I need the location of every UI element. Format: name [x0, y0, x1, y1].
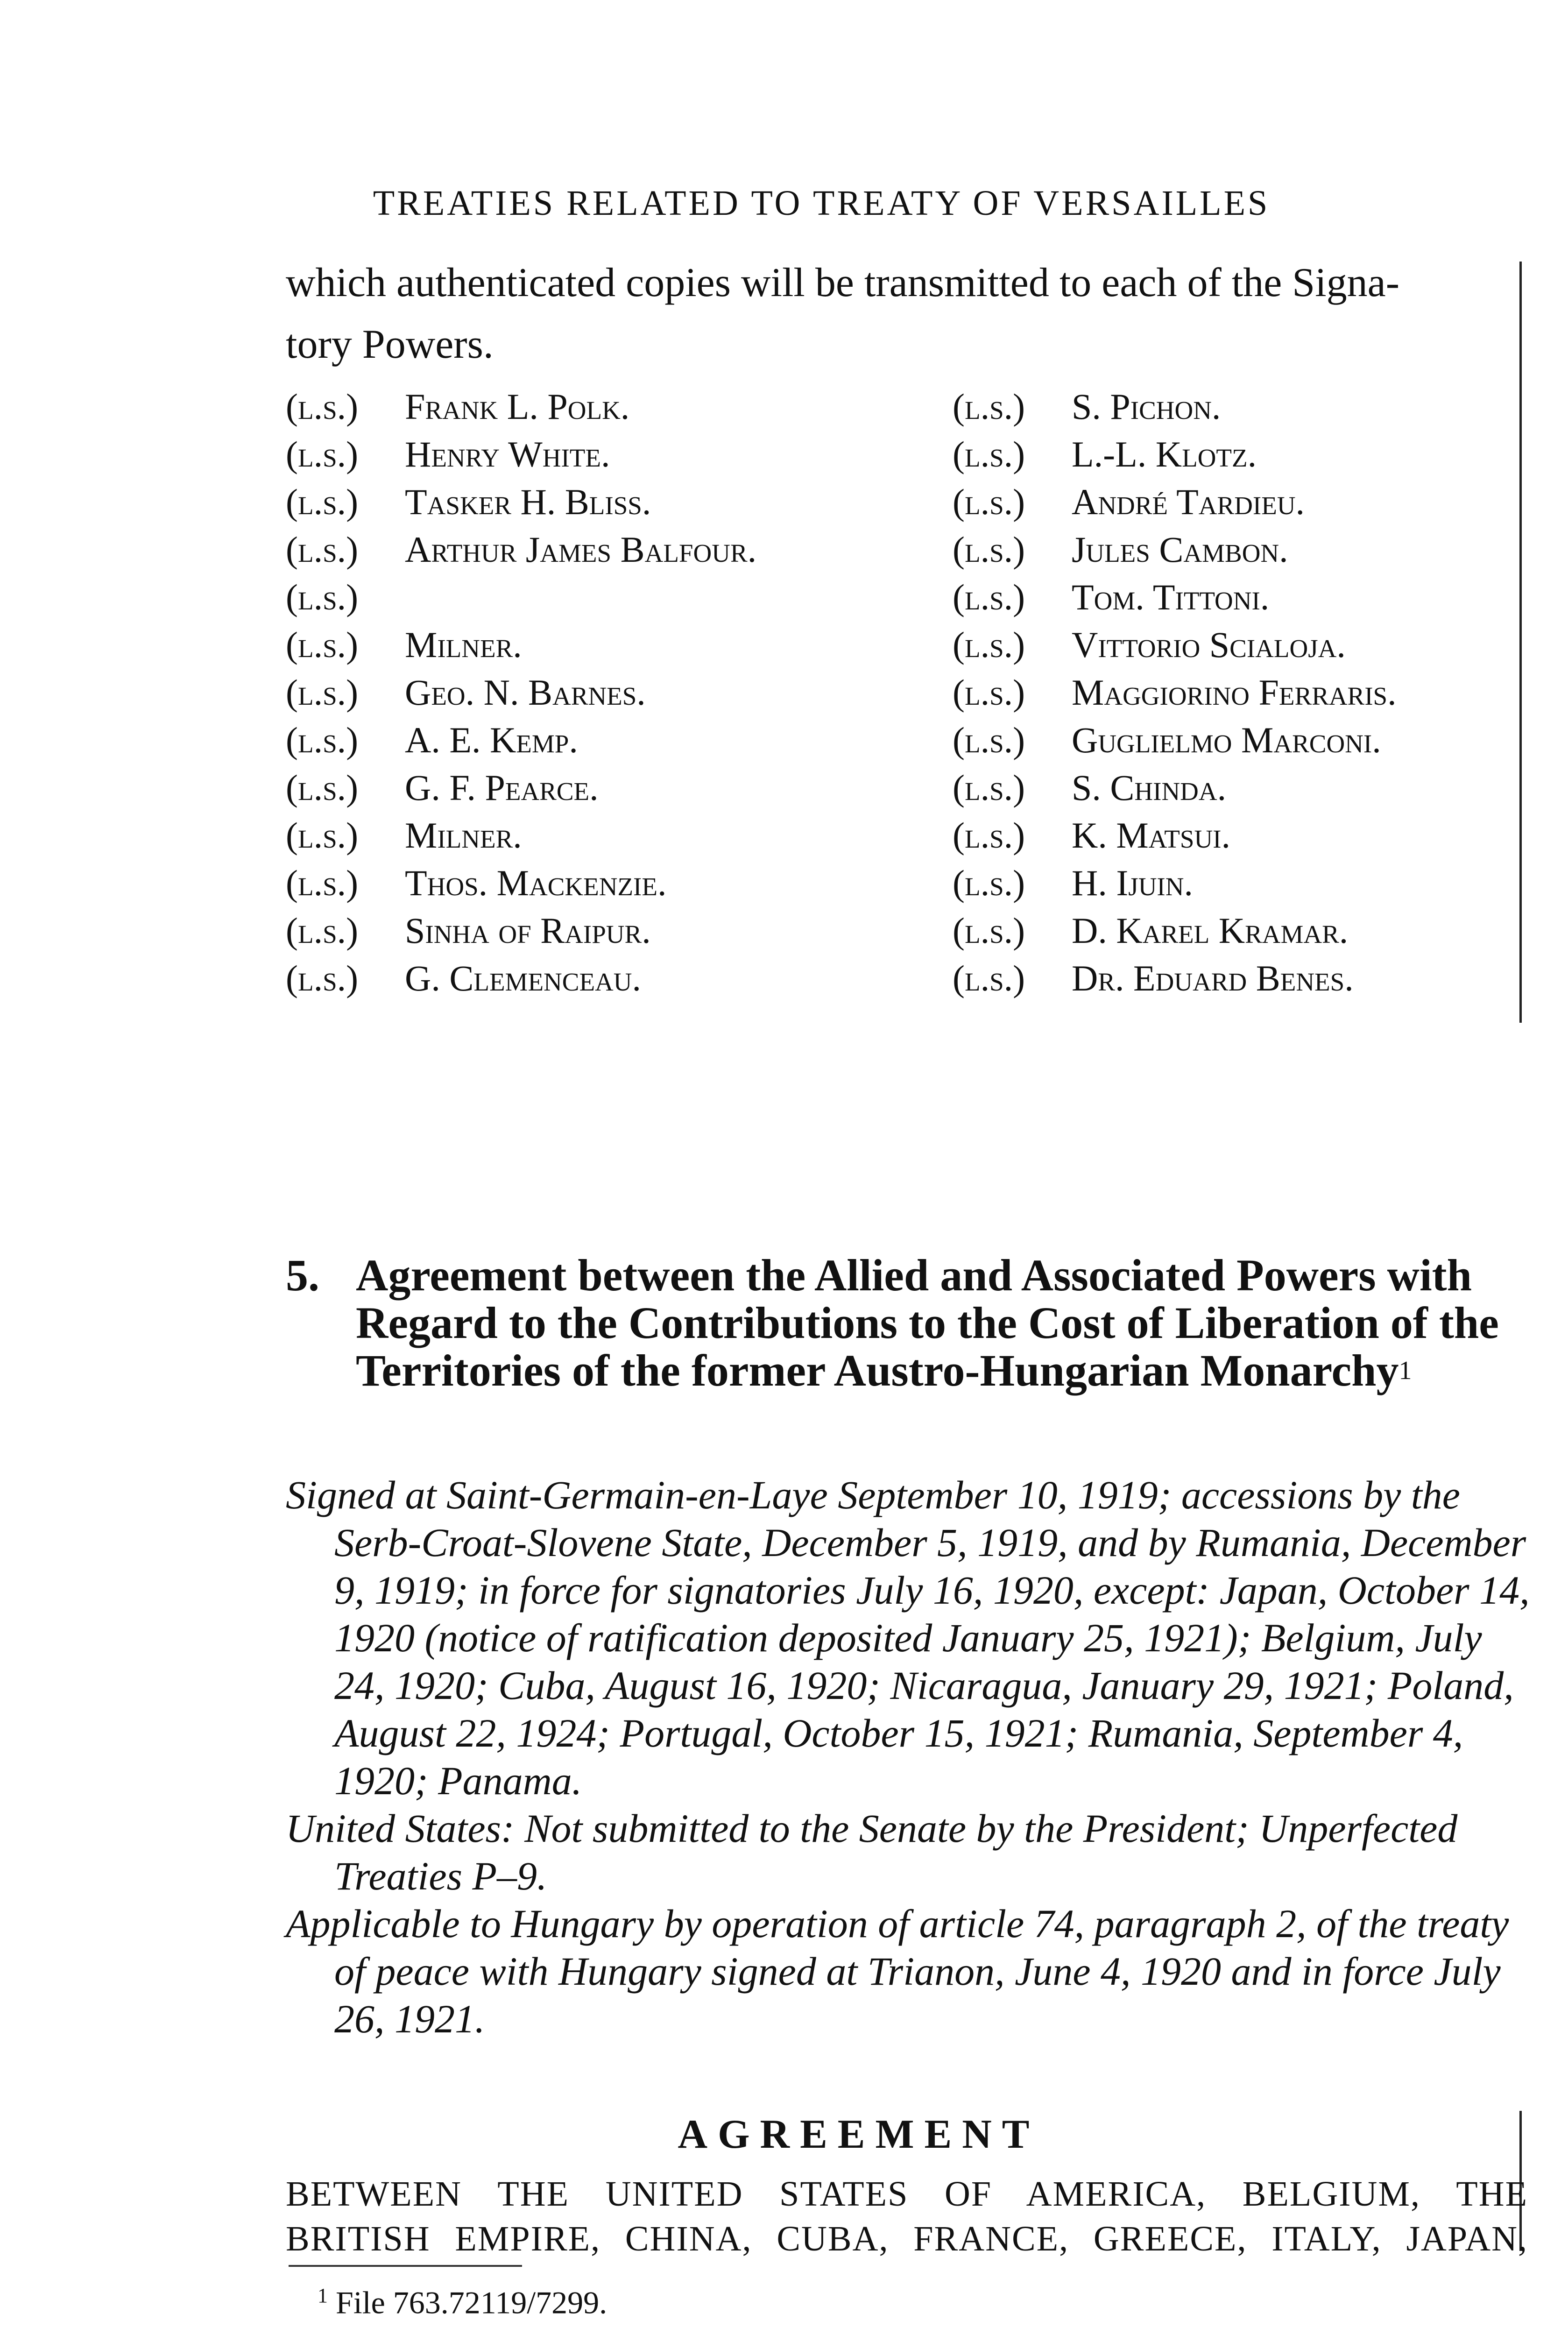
note-hungary: Applicable to Hungary by operation of article 74, paragraph 2, of the treaty of peace with Hungary signed at Trianon, June 4, 1920 and in force July 26, 1921. [286, 1901, 1509, 2041]
signatory-row-left [286, 573, 756, 621]
running-head: TREATIES RELATED TO TREATY OF VERSAILLES [373, 184, 1270, 223]
signatory-name: Jules Cambon. [1072, 529, 1288, 570]
seal-marker: (l.s.) [953, 910, 1025, 951]
footnote-text: File 763.72119/7299. [336, 2285, 607, 2321]
signatory-row-left [286, 621, 756, 669]
signatory-row-right [953, 478, 1397, 526]
seal-marker: (l.s.) [953, 720, 1025, 760]
signatory-row-right [953, 669, 1397, 716]
seal-marker: (l.s.) [286, 624, 359, 665]
seal-marker: (l.s.) [286, 386, 359, 427]
seal-marker: (l.s.) [953, 386, 1025, 427]
signatory-name: L.-L. Klotz. [1072, 434, 1257, 474]
section-title: Agreement between the Allied and Associated Powers with Regard to the Contributions to the Cost of Liberation of the Territories of the former Austro-Hungarian Monarchy [356, 1250, 1499, 1395]
signatory-row-left [286, 859, 756, 907]
seal-marker: (l.s.) [286, 767, 359, 808]
signatory-row-left [286, 764, 756, 812]
seal-marker: (l.s.) [953, 672, 1025, 713]
seal-marker: (l.s.) [953, 434, 1025, 474]
signatory-row-right [953, 859, 1397, 907]
signatory-row-right [953, 383, 1397, 431]
agreement-parties [286, 2172, 1528, 2261]
section-heading [286, 1252, 1547, 1394]
seal-marker: (l.s.) [286, 958, 359, 998]
signatory-name: Vittorio Scialoja. [1072, 624, 1346, 665]
seal-marker: (l.s.) [953, 529, 1025, 570]
signatory-row-right [953, 907, 1397, 955]
signatory-name: H. Ijuin. [1072, 863, 1193, 903]
seal-marker: (l.s.) [286, 863, 359, 903]
signatory-name: Thos. Mackenzie. [405, 863, 667, 903]
signatory-row-left [286, 955, 756, 1002]
signatory-name: Henry White. [405, 434, 610, 474]
section-number: 5. [286, 1250, 319, 1300]
seal-marker: (l.s.) [286, 529, 359, 570]
signatory-row-right [953, 526, 1397, 573]
signatory-name: Maggiorino Ferraris. [1072, 672, 1397, 713]
footnote [318, 2284, 607, 2321]
signatory-row-right [953, 621, 1397, 669]
signatory-name: Tasker H. Bliss. [405, 481, 651, 522]
seal-marker: (l.s.) [953, 767, 1025, 808]
signatory-row-right [953, 955, 1397, 1002]
signatory-name: Frank L. Polk. [405, 386, 630, 427]
signatory-name: Milner. [405, 815, 522, 856]
seal-marker: (l.s.) [953, 481, 1025, 522]
signatory-row-left [286, 383, 756, 431]
agreement-parties-line-2: BRITISH EMPIRE, CHINA, CUBA, FRANCE, GREECE, ITALY, JAPAN, [286, 2219, 1528, 2258]
note-united-states: United States: Not submitted to the Senate by the President; Unperfected Treaties P–9. [286, 1806, 1458, 1898]
signatory-name: Arthur James Balfour. [405, 529, 757, 570]
signatory-row-left [286, 431, 756, 478]
signatory-row-right [953, 573, 1397, 621]
seal-marker: (l.s.) [953, 958, 1025, 998]
signatory-name: S. Chinda. [1072, 767, 1227, 808]
seal-marker: (l.s.) [286, 910, 359, 951]
signatory-name: A. E. Kemp. [405, 720, 578, 760]
signatory-name: Sinha of Raipur. [405, 910, 651, 951]
seal-marker: (l.s.) [953, 577, 1025, 617]
signatory-name: André Tardieu. [1072, 481, 1305, 522]
signatory-name: G. F. Pearce. [405, 767, 599, 808]
signatory-row-right [953, 716, 1397, 764]
note-signed: Signed at Saint-Germain-en-Laye September 10, 1919; accessions by the Serb-Croat-Slovene State, December 5, 1919, and by Rumania, December 9, 1919; in force for signatories July 16, 1920, except: Japan, October 14, 1920 (notice of ratification deposited January 25, 1921); Belgium, July 24, 1920; Cuba, August 16, 1920; Nicaragua, January 29, 1921; Poland, August 22, 1924; Portugal, October 15, 1921; Rumania, September 4, 1920; Panama. [286, 1472, 1530, 1803]
signatory-row-left [286, 716, 756, 764]
seal-marker: (l.s.) [286, 672, 359, 713]
margin-bar-top [1519, 262, 1522, 1023]
treaty-notes [286, 1471, 1542, 2043]
signatory-row-left [286, 669, 756, 716]
seal-marker: (l.s.) [953, 863, 1025, 903]
signatories-right-column [953, 383, 1397, 1002]
seal-marker: (l.s.) [286, 577, 359, 617]
signatory-name: Guglielmo Marconi. [1072, 720, 1381, 760]
footnote-reference: 1 [1398, 1356, 1412, 1385]
signatory-row-left [286, 812, 756, 859]
signatory-name: G. Clemenceau. [405, 958, 641, 998]
signatory-row-left [286, 526, 756, 573]
signatory-name: D. Karel Kramar. [1072, 910, 1349, 951]
signatory-row-left [286, 478, 756, 526]
signatory-row-right [953, 812, 1397, 859]
intro-line-1: which authenticated copies will be transmitted to each of the Signa- [286, 260, 1400, 305]
footnote-marker: 1 [318, 2284, 328, 2307]
seal-marker: (l.s.) [286, 815, 359, 856]
signatories-left-column [286, 383, 756, 1002]
signatory-row-right [953, 431, 1397, 478]
signatory-row-right [953, 764, 1397, 812]
seal-marker: (l.s.) [286, 434, 359, 474]
signatory-name: Geo. N. Barnes. [405, 672, 646, 713]
signatory-name: Dr. Eduard Benes. [1072, 958, 1354, 998]
seal-marker: (l.s.) [953, 624, 1025, 665]
intro-line-2: tory Powers. [286, 322, 494, 367]
seal-marker: (l.s.) [286, 481, 359, 522]
agreement-parties-line-1: BETWEEN THE UNITED STATES OF AMERICA, BELGIUM, THE [286, 2174, 1528, 2214]
signatory-name: Tom. Tittoni. [1072, 577, 1270, 617]
agreement-title: AGREEMENT [678, 2112, 1040, 2157]
seal-marker: (l.s.) [953, 815, 1025, 856]
signatory-row-left [286, 907, 756, 955]
seal-marker: (l.s.) [286, 720, 359, 760]
signatory-name: Milner. [405, 624, 522, 665]
footnote-rule [289, 2265, 522, 2267]
intro-text [286, 252, 1519, 375]
signatory-name: K. Matsui. [1072, 815, 1231, 856]
signatory-name: S. Pichon. [1072, 386, 1221, 427]
